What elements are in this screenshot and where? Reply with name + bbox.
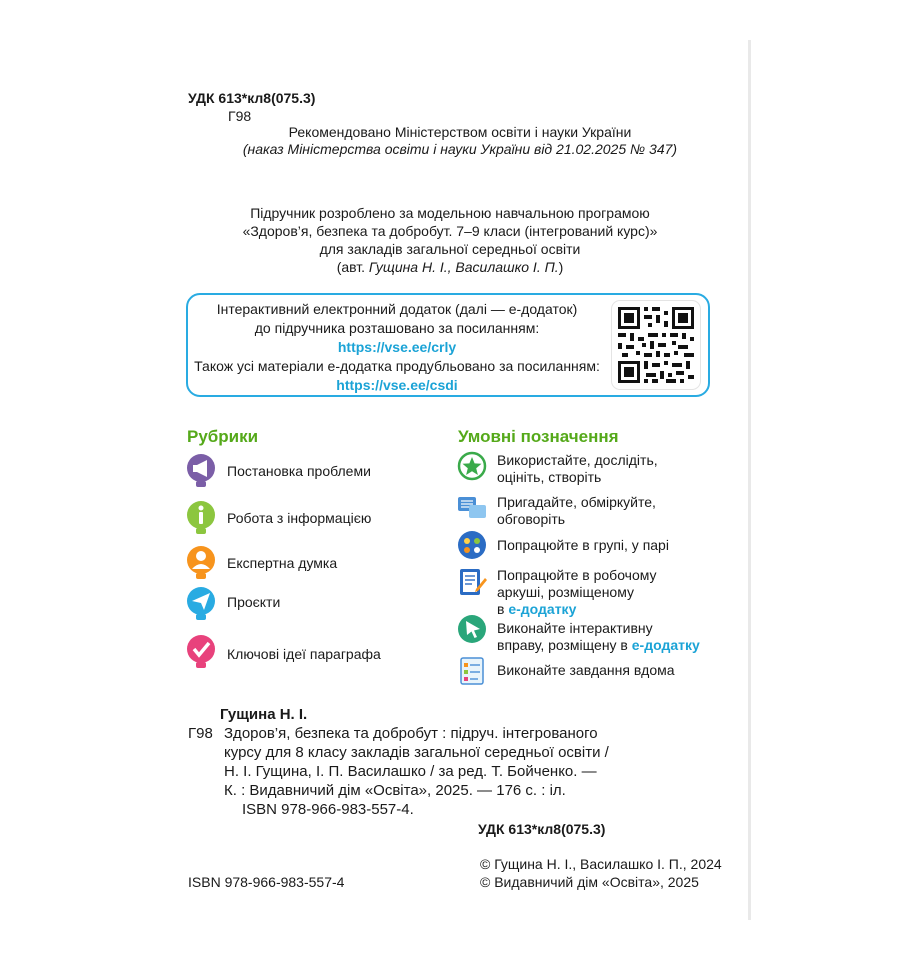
cursor-icon: [457, 614, 487, 644]
paper-plane-icon: [186, 586, 216, 622]
rubric-label: Ключові ідеї параграфа: [227, 646, 381, 662]
legend-label: Використайте, дослідіть, оцініть, створіть: [497, 452, 658, 485]
e-supplement-line: Також усі матеріали е-додатка продубльовано за посиланням:: [194, 358, 600, 374]
qr-code-icon[interactable]: [612, 301, 700, 389]
copyright-line: © Видавничий дім «Освіта», 2025: [480, 874, 699, 890]
rubric-label: Постановка проблеми: [227, 463, 371, 479]
legend-title: Умовні позначення: [458, 427, 619, 446]
bibliography-line: Н. І. Гущина, І. П. Василашко / за ред. Т. Бойченко. —: [224, 763, 597, 780]
e-supplement-line: до підручника розташовано за посиланням:: [254, 320, 540, 336]
star-icon: [457, 451, 487, 481]
order-text: (наказ Міністерства освіти і науки України від 21.02.2025 № 347): [242, 141, 678, 157]
homework-icon: [457, 656, 487, 686]
checkmark-icon: [186, 634, 216, 670]
e-supplement-link-duplicate[interactable]: https://vse.ee/csdi: [336, 377, 458, 393]
e-supplement-link-inline[interactable]: е-додатку: [508, 601, 577, 617]
e-supplement-link[interactable]: https://vse.ee/crly: [337, 339, 457, 355]
bibliography-line: Г98 Здоров’я, безпека та добробут : підруч. інтегрованого: [188, 725, 598, 742]
rubric-label: Проєкти: [227, 594, 281, 610]
e-supplement-line: Інтерактивний електронний додаток (далі — е-додаток): [216, 301, 578, 317]
e-supplement-text: [192, 300, 602, 395]
recommendation-text: Рекомендовано Міністерством освіти і науки України: [288, 124, 632, 140]
program-line: для закладів загальної середньої освіти: [319, 241, 581, 257]
page-edge: [748, 40, 751, 920]
copyright-block: [480, 855, 722, 891]
worksheet-icon: [457, 567, 487, 597]
bibliography-isbn: ISBN 978-966-983-557-4.: [242, 801, 414, 818]
megaphone-icon: [186, 453, 216, 489]
rubric-label: Робота з інформацією: [227, 510, 372, 526]
group-work-icon: [457, 530, 487, 560]
program-line: «Здоров’я, безпека та добробут. 7–9 класи (інтегрований курс)»: [242, 223, 658, 239]
index-code: Г98: [188, 725, 213, 742]
udk-code: УДК 613*кл8(075.3): [188, 90, 316, 106]
bibliography-line: К. : Видавничий дім «Освіта», 2025. — 176 с. : іл.: [224, 782, 566, 799]
legend-label: Пригадайте, обміркуйте, обговоріть: [497, 494, 656, 527]
index-code: Г98: [228, 108, 252, 124]
legend-label: Попрацюйте в групі, у парі: [497, 537, 669, 553]
discussion-icon: [457, 494, 487, 524]
legend-label: Виконайте завдання вдома: [497, 662, 675, 678]
bibliography-line: курсу для 8 класу закладів загальної середньої освіти /: [224, 744, 609, 761]
program-authors: (авт. Гущина Н. І., Василашко І. П.): [336, 259, 564, 275]
bibliographic-record: [188, 705, 688, 819]
copyright-line: © Гущина Н. І., Василашко І. П., 2024: [480, 856, 722, 872]
program-line: Підручник розроблено за модельною навчальною програмою: [250, 205, 650, 221]
info-icon: [186, 500, 216, 536]
program-info: [200, 204, 700, 276]
udk-code-footer: УДК 613*кл8(075.3): [478, 821, 606, 837]
legend-label: Попрацюйте в робочому аркуші, розміщеному в е-додатку: [497, 567, 657, 617]
expert-icon: [186, 545, 216, 581]
legend-label: Виконайте інтерактивну вправу, розміщену в е-додатку: [497, 620, 700, 653]
e-supplement-link-inline[interactable]: е-додатку: [631, 637, 700, 653]
isbn: ISBN 978-966-983-557-4: [188, 874, 345, 890]
rubric-label: Експертна думка: [227, 555, 338, 571]
rubrics-title: Рубрики: [187, 427, 259, 446]
author-name: Гущина Н. І.: [220, 706, 308, 723]
